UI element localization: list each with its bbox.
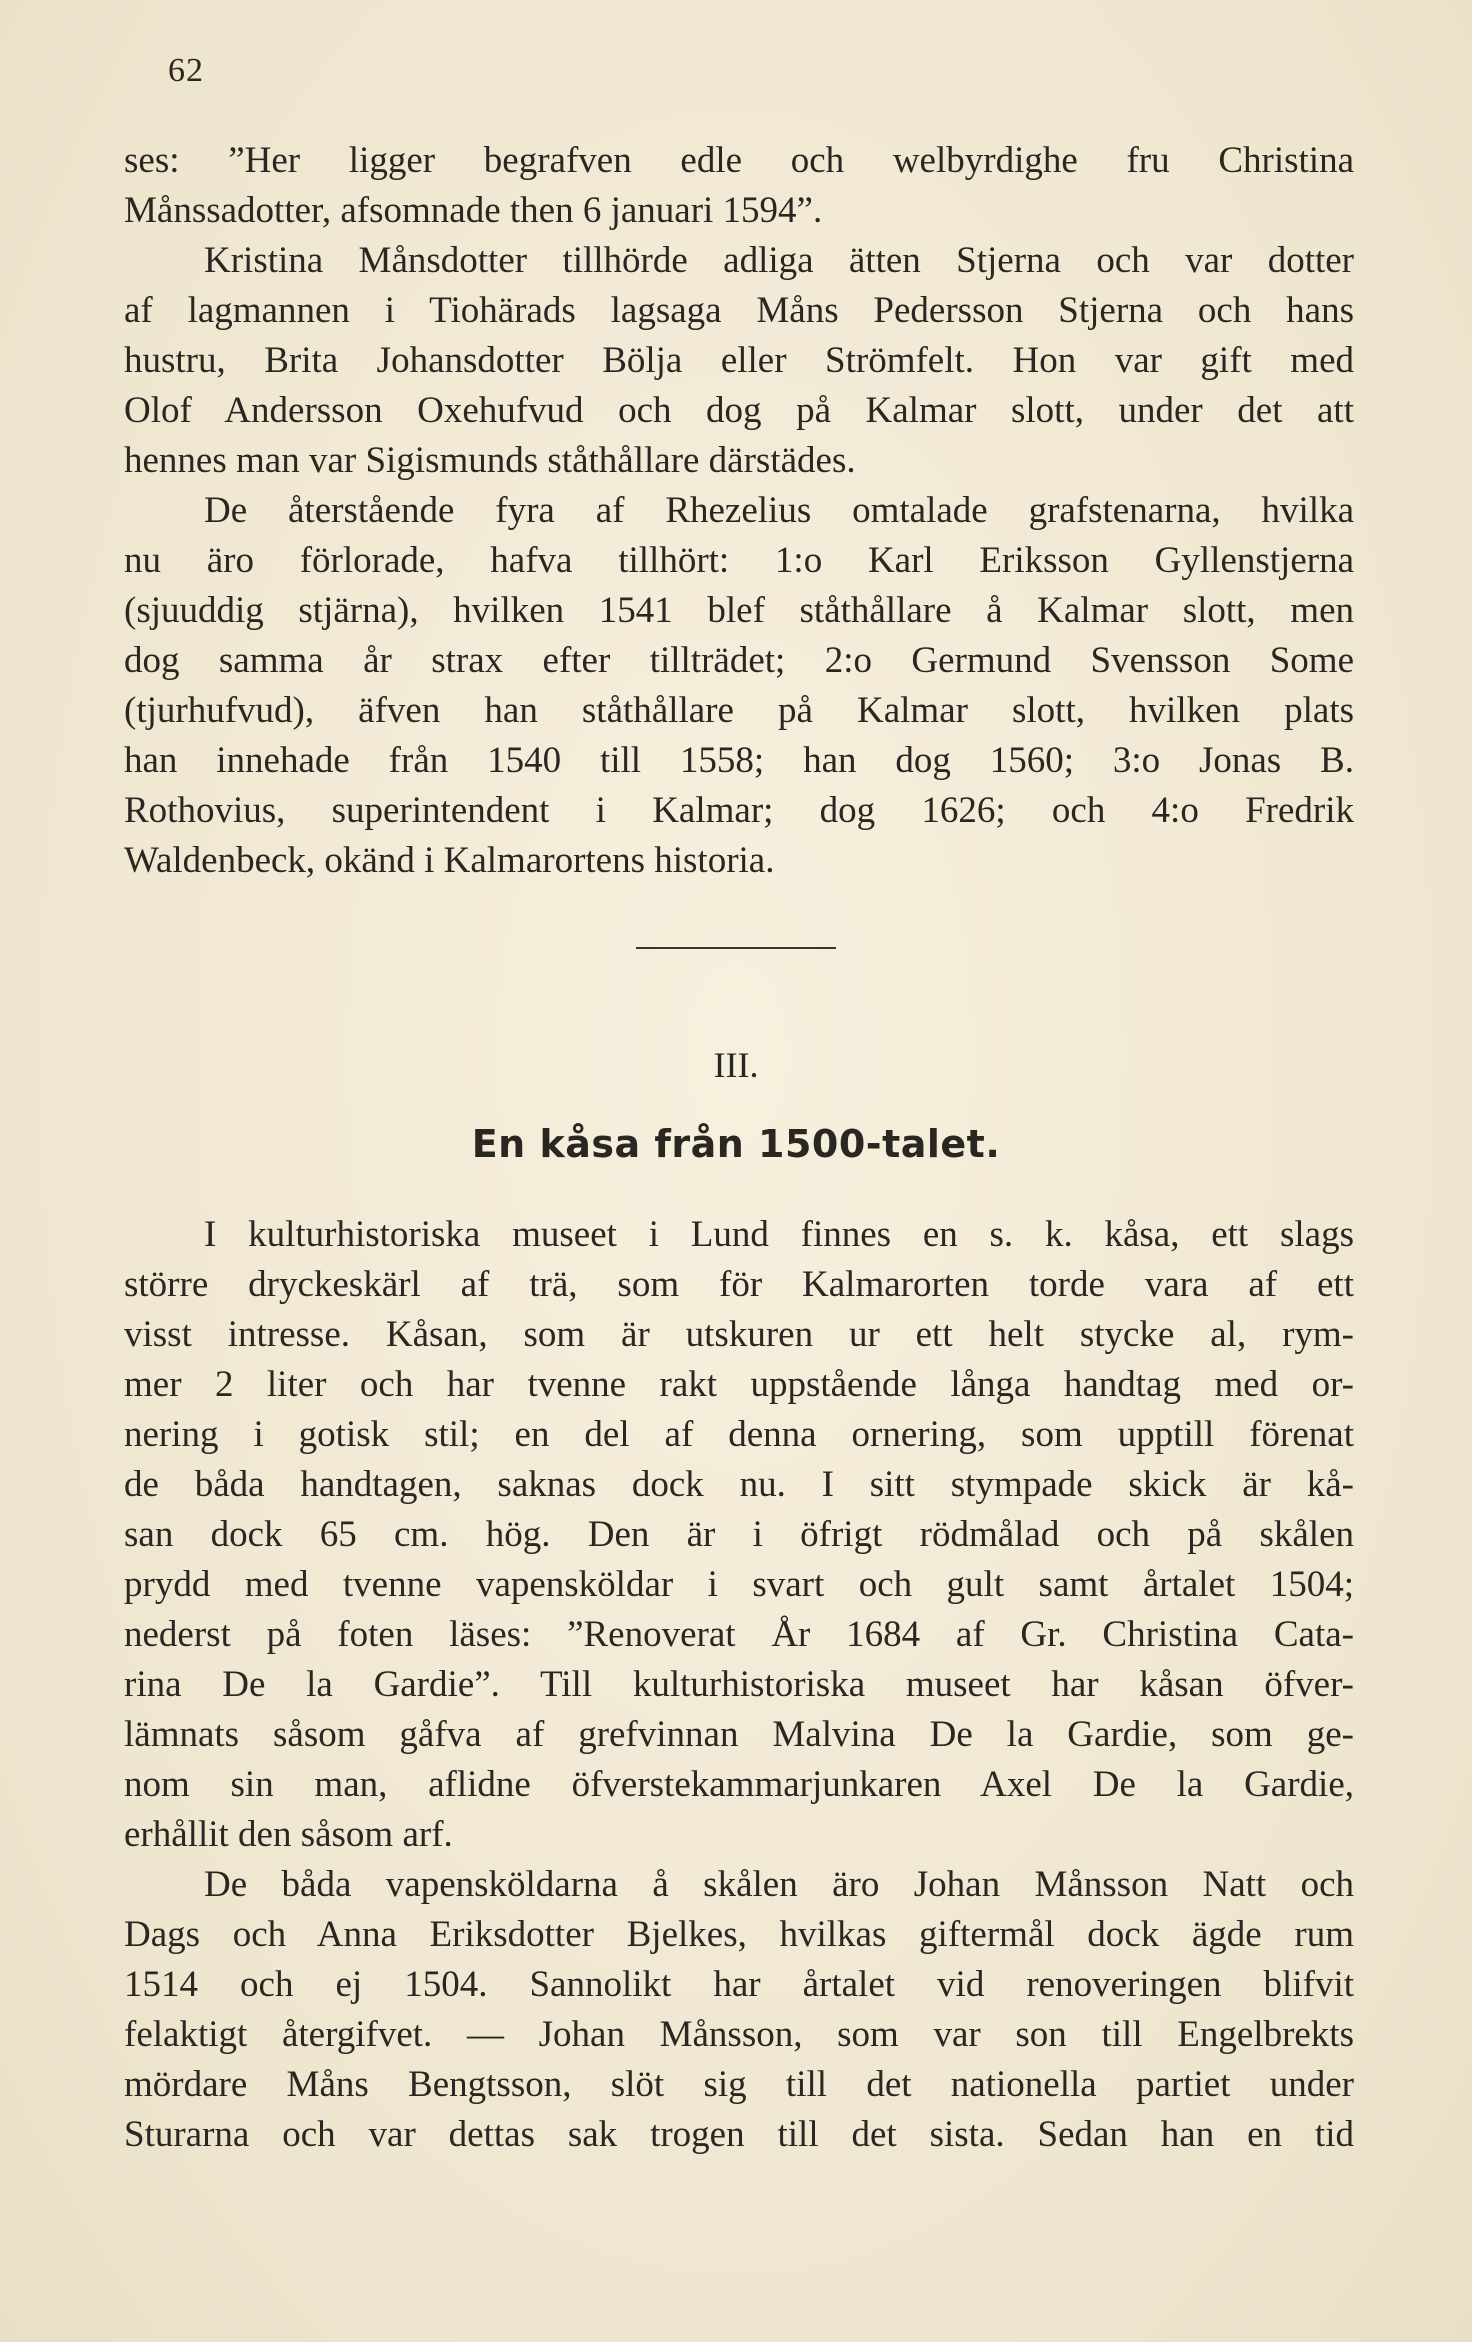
text-line: Dags och Anna Eriksdotter Bjelkes, hvilkas giftermål dock ägde rum xyxy=(124,1914,1354,1955)
text-line: af lagmannen i Tiohärads lagsaga Måns Pedersson Stjerna och hans xyxy=(124,290,1354,331)
text-line: ses: ”Her ligger begrafven edle och welbyrdighe fru Christina xyxy=(124,140,1354,181)
text-line: nom sin man, aflidne öfverstekammarjunkaren Axel De la Gardie, xyxy=(124,1764,1354,1805)
text-line: nederst på foten läses: ”Renoverat År 1684 af Gr. Christina Cata- xyxy=(124,1614,1354,1655)
text-line: hennes man var Sigismunds ståthållare därstädes. xyxy=(124,440,856,481)
text-line: Waldenbeck, okänd i Kalmarortens historia. xyxy=(124,840,775,881)
text-line: (sjuuddig stjärna), hvilken 1541 blef ståthållare å Kalmar slott, men xyxy=(124,590,1354,631)
text-line: nu äro förlorade, hafva tillhört: 1:o Karl Eriksson Gyllenstjerna xyxy=(124,540,1354,581)
text-line: större dryckeskärl af trä, som för Kalmarorten torde vara af ett xyxy=(124,1264,1354,1305)
text-line: han innehade från 1540 till 1558; han dog 1560; 3:o Jonas B. xyxy=(124,740,1354,781)
text-line: hustru, Brita Johansdotter Bölja eller Strömfelt. Hon var gift med xyxy=(124,340,1354,381)
text-line: erhållit den såsom arf. xyxy=(124,1814,453,1855)
text-block-top xyxy=(124,136,1354,886)
text-line: mördare Måns Bengtsson, slöt sig till det nationella partiet under xyxy=(124,2064,1354,2105)
text-line: felaktigt återgifvet. — Johan Månsson, som var son till Engelbrekts xyxy=(124,2014,1354,2055)
text-line: de båda handtagen, saknas dock nu. I sitt stympade skick är kå- xyxy=(124,1464,1354,1505)
text-line: mer 2 liter och har tvenne rakt uppstående långa handtag med or- xyxy=(124,1364,1354,1405)
text-line: prydd med tvenne vapensköldar i svart och gult samt årtalet 1504; xyxy=(124,1564,1354,1605)
text-line: (tjurhufvud), äfven han ståthållare på Kalmar slott, hvilken plats xyxy=(124,690,1354,731)
text-line: rina De la Gardie”. Till kulturhistoriska museet har kåsan öfver- xyxy=(124,1664,1354,1705)
text-line: san dock 65 cm. hög. Den är i öfrigt rödmålad och på skålen xyxy=(124,1514,1354,1555)
text-line: Månssadotter, afsomnade then 6 januari 1594”. xyxy=(124,190,823,231)
text-line: visst intresse. Kåsan, som är utskuren ur ett helt stycke al, rym- xyxy=(124,1314,1354,1355)
text-line: Rothovius, superintendent i Kalmar; dog 1626; och 4:o Fredrik xyxy=(124,790,1354,831)
text-line: Sturarna och var dettas sak trogen till det sista. Sedan han en tid xyxy=(124,2114,1354,2155)
text-line: 1514 och ej 1504. Sannolikt har årtalet vid renoveringen blifvit xyxy=(124,1964,1354,2005)
page-number: 62 xyxy=(168,52,204,89)
text-line: I kulturhistoriska museet i Lund finnes en s. k. kåsa, ett slags xyxy=(204,1214,1354,1255)
section-divider xyxy=(636,947,836,949)
section-heading: En kåsa från 1500-talet. xyxy=(471,1122,1001,1166)
text-line: dog samma år strax efter tillträdet; 2:o Germund Svensson Some xyxy=(124,640,1354,681)
text-line: De återstående fyra af Rhezelius omtalade grafstenarna, hvilka xyxy=(204,490,1354,531)
text-line: nering i gotisk stil; en del af denna ornering, som upptill förenat xyxy=(124,1414,1354,1455)
text-line: Olof Andersson Oxehufvud och dog på Kalmar slott, under det att xyxy=(124,390,1354,431)
text-line: De båda vapensköldarna å skålen äro Johan Månsson Natt och xyxy=(204,1864,1354,1905)
text-block-bottom xyxy=(124,1210,1354,2160)
section-number: III. xyxy=(713,1045,759,1085)
text-line: Kristina Månsdotter tillhörde adliga ätten Stjerna och var dotter xyxy=(204,240,1354,281)
text-line: lämnats såsom gåfva af grefvinnan Malvina De la Gardie, som ge- xyxy=(124,1714,1354,1755)
